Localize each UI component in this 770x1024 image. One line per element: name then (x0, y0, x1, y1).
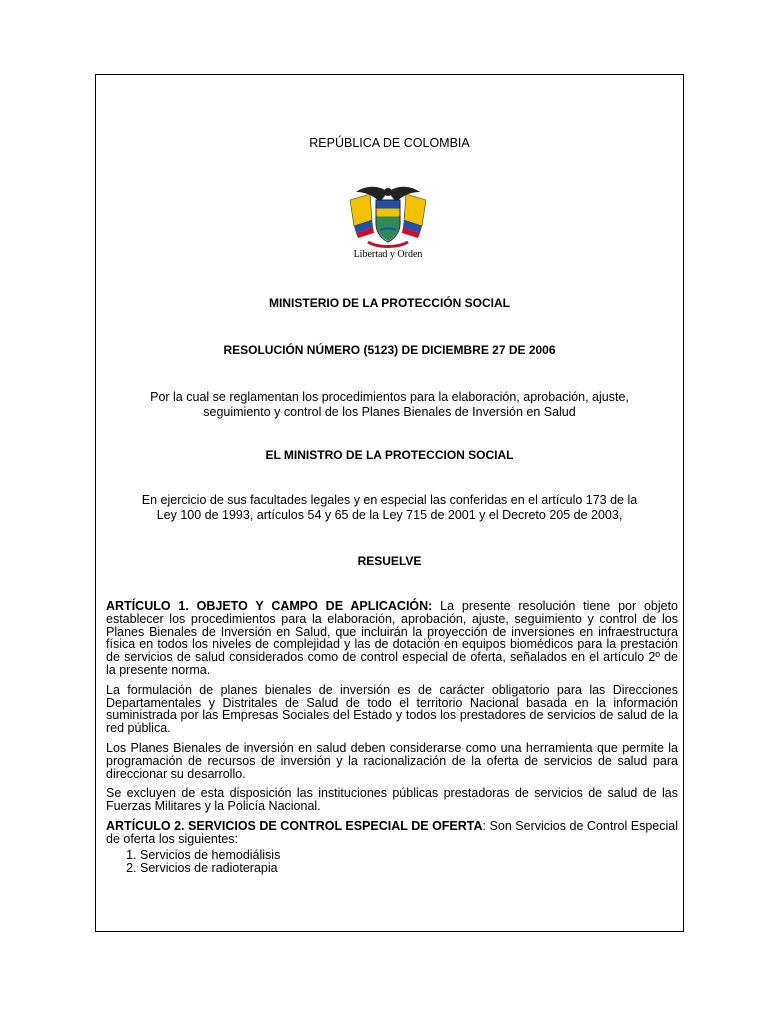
country-heading: REPÚBLICA DE COLOMBIA (309, 136, 470, 150)
article-2-paragraph (106, 820, 678, 846)
resolution-number: RESOLUCIÓN NÚMERO (5123) DE DICIEMBRE 27 DE 2006 (223, 343, 556, 357)
legal-basis-line: Ley 100 de 1993, artículos 54 y 65 de la Ley 715 de 2001 y el Decreto 205 de 2003, (156, 508, 623, 522)
legal-basis (95, 493, 684, 523)
article-2-text: : Son Servicios de Control Especial de oferta los siguientes: (106, 818, 678, 846)
seal-motto: Libertad y Orden (353, 249, 423, 260)
minister-heading: EL MINISTRO DE LA PROTECCION SOCIAL (265, 448, 514, 462)
article-1-text: La presente resolución tiene por objeto establecer los procedimientos para la elaboración, aprobación, ajuste, seguimiento y control de los Planes Bienales de Inversión en Salud, que incluirán la proyección de inversiones en infraestructura física en todos los niveles de complejidad y las de dotación en equipos biomédicos para la prestación de servicios de salud considerados como de control especial de oferta, señalados en el artículo 2º de la presente norma. (106, 599, 679, 677)
services-list (106, 849, 678, 875)
article-1-paragraph-4: Se excluyen de esta disposición las instituciones públicas prestadoras de servicios de salud de las Fuerzas Militares y la Policía Nacional. (106, 786, 678, 814)
resolution-subject (95, 390, 684, 420)
subject-line: seguimiento y control de los Planes Bienales de Inversión en Salud (203, 405, 576, 419)
resuelve-heading: RESUELVE (357, 554, 422, 568)
articles-body (106, 600, 678, 875)
list-item: 1. Servicios de hemodiálisis (140, 849, 678, 862)
subject-line: Por la cual se reglamentan los procedimientos para la elaboración, aprobación, ajuste, (150, 390, 629, 404)
list-item: 2. Servicios de radioterapia (140, 862, 678, 875)
ministry-heading: MINISTERIO DE LA PROTECCIÓN SOCIAL (269, 296, 510, 310)
article-1-paragraph (106, 600, 678, 677)
legal-basis-line: En ejercicio de sus facultades legales y en especial las conferidas en el artículo 173 de la (141, 493, 638, 507)
coat-of-arms (340, 180, 436, 268)
article-1-title: ARTÍCULO 1. OBJETO Y CAMPO DE APLICACIÓN: (106, 599, 433, 613)
article-1-paragraph-3: Los Planes Bienales de inversión en salud deben considerarse como una herramienta que permite la programación de recursos de inversión y la racionalización de la oferta de servicios de salud para direccionar su desarrollo. (106, 740, 678, 781)
article-1-paragraph-2: La formulación de planes bienales de inversión es de carácter obligatorio para las Direcciones Departamentales y Distritales de Salud de todo el territorio Nacional basada en la información suministrada por las Empresas Sociales del Estado y todos los prestadores de servicios de salud de la red pública. (106, 682, 678, 736)
article-2-title: ARTÍCULO 2. SERVICIOS DE CONTROL ESPECIAL DE OFERTA (106, 818, 483, 833)
coat-of-arms-icon (340, 180, 436, 250)
